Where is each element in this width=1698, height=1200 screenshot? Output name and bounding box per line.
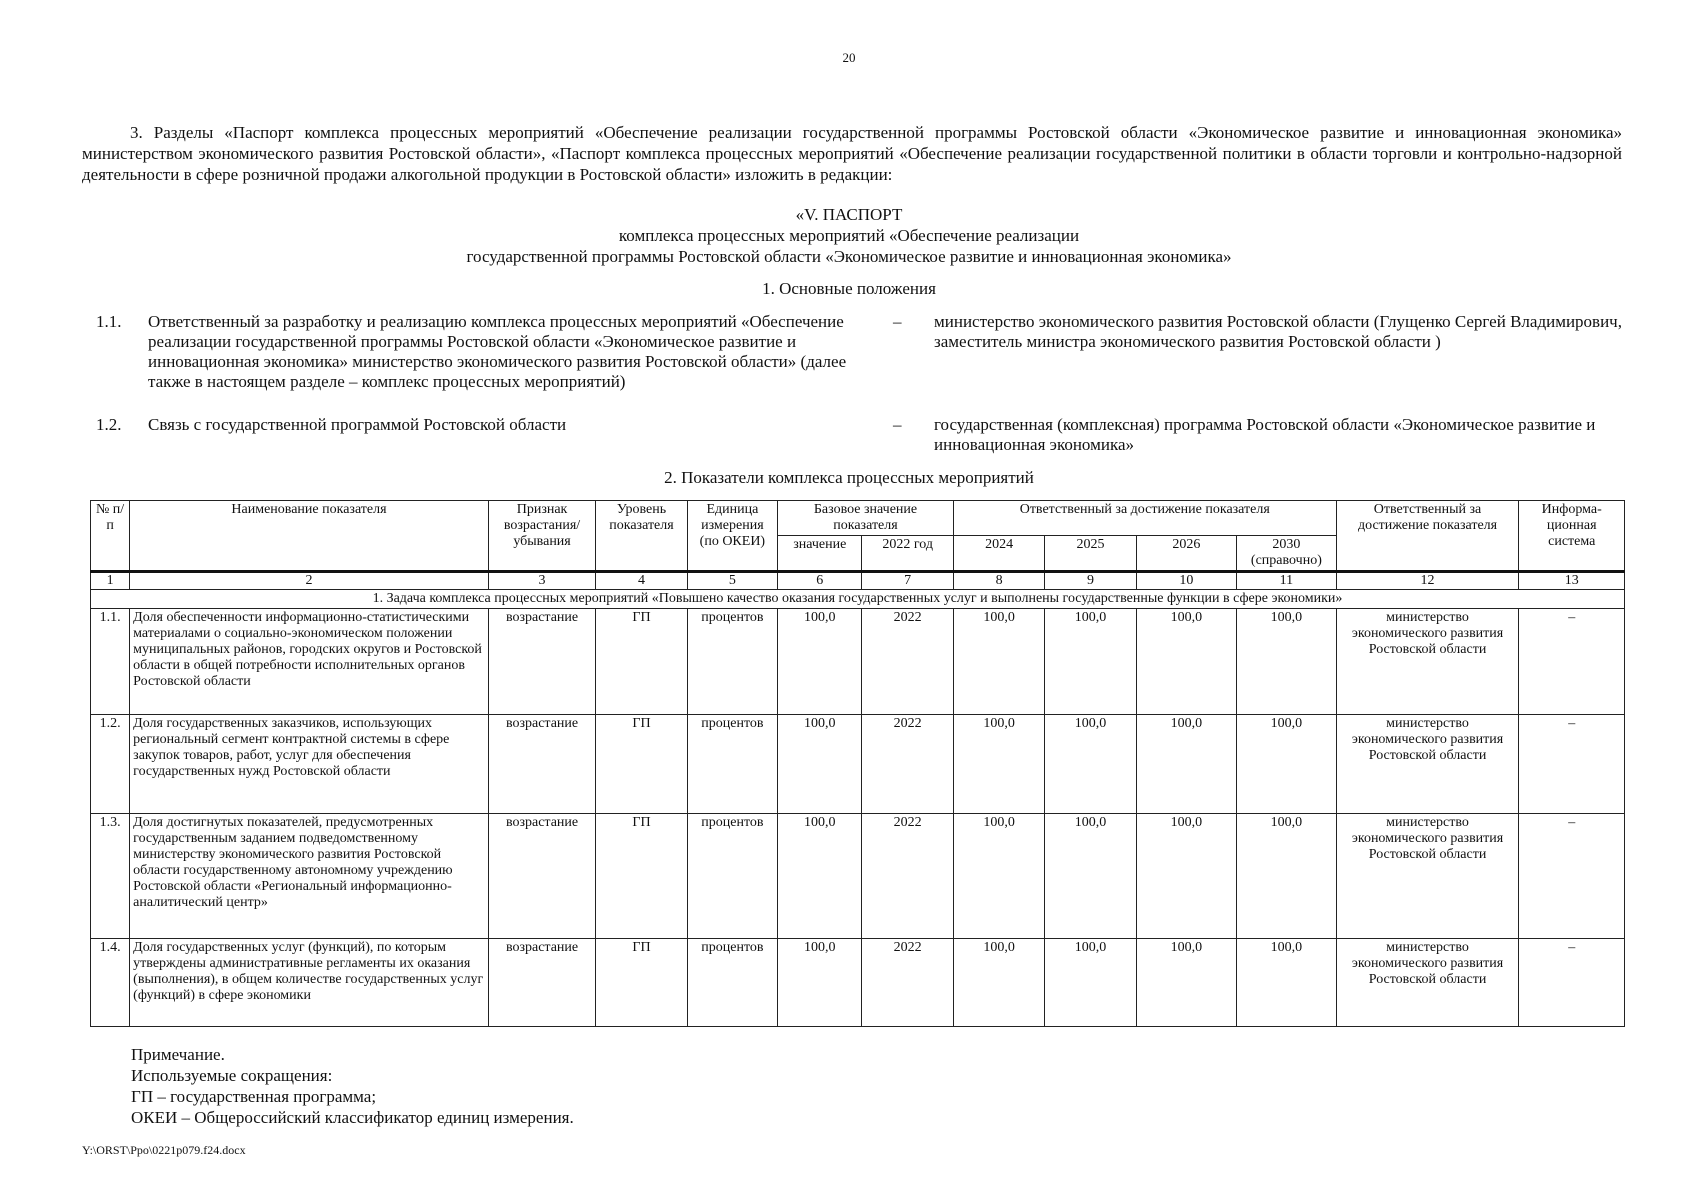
header-sign: Признак возрастания/ убывания bbox=[488, 501, 595, 572]
row-2025: 100,0 bbox=[1045, 715, 1136, 814]
row-2030: 100,0 bbox=[1237, 939, 1336, 1027]
row-2026: 100,0 bbox=[1136, 814, 1236, 939]
row-base-year: 2022 bbox=[862, 609, 953, 715]
row-info: – bbox=[1519, 939, 1625, 1027]
column-number: 2 bbox=[130, 572, 489, 590]
table-row bbox=[91, 939, 1625, 1027]
note-abbreviation-gp: ГП – государственная программа; bbox=[131, 1087, 377, 1106]
column-number: 10 bbox=[1136, 572, 1236, 590]
table-row bbox=[91, 814, 1625, 939]
task-title: 1. Задача комплекса процессных мероприятий «Повышено качество оказания государственных услуг и выполнены государственные функции в сфере экономики» bbox=[91, 590, 1625, 609]
position-number: 1.2. bbox=[96, 415, 122, 434]
row-2030: 100,0 bbox=[1237, 814, 1336, 939]
row-base-year: 2022 bbox=[862, 814, 953, 939]
task-row bbox=[91, 590, 1625, 609]
position-number: 1.1. bbox=[96, 312, 122, 331]
row-base-value: 100,0 bbox=[778, 609, 862, 715]
column-number: 7 bbox=[862, 572, 953, 590]
header-years-group: Ответственный за достижение показателя bbox=[953, 501, 1336, 536]
row-2025: 100,0 bbox=[1045, 814, 1136, 939]
row-unit: процентов bbox=[687, 609, 777, 715]
row-level: ГП bbox=[596, 939, 687, 1027]
row-2024: 100,0 bbox=[953, 609, 1044, 715]
row-sign: возрастание bbox=[488, 715, 595, 814]
row-unit: процентов bbox=[687, 715, 777, 814]
row-num: 1.4. bbox=[91, 939, 130, 1027]
column-number: 1 bbox=[91, 572, 130, 590]
row-2025: 100,0 bbox=[1045, 939, 1136, 1027]
row-level: ГП bbox=[596, 814, 687, 939]
position-value: министерство экономического развития Ростовской области (Глущенко Сергей Владимирович, заместитель министра экономического развития Ростовской области ) bbox=[934, 312, 1622, 351]
row-base-value: 100,0 bbox=[778, 939, 862, 1027]
row-2030: 100,0 bbox=[1237, 715, 1336, 814]
header-2030: 2030 (справочно) bbox=[1237, 536, 1336, 572]
row-name: Доля государственных заказчиков, использующих региональный сегмент контрактной системы в сфере закупок товаров, работ, услуг для обеспечения государственных нужд Ростовской области bbox=[130, 715, 489, 814]
row-num: 1.3. bbox=[91, 814, 130, 939]
row-responsible: министерство экономического развития Ростовской области bbox=[1336, 814, 1519, 939]
position-dash: – bbox=[893, 415, 902, 434]
row-2024: 100,0 bbox=[953, 814, 1044, 939]
passport-subtitle-2: государственной программы Ростовской области «Экономическое развитие и инновационная экономика» bbox=[466, 247, 1232, 266]
column-numbers-row bbox=[91, 572, 1625, 590]
row-unit: процентов bbox=[687, 939, 777, 1027]
notes-block bbox=[131, 1044, 574, 1128]
section2-title: 2. Показатели комплекса процессных мероприятий bbox=[664, 468, 1034, 487]
row-sign: возрастание bbox=[488, 814, 595, 939]
passport-title: «V. ПАСПОРТ bbox=[795, 205, 903, 224]
row-info: – bbox=[1519, 814, 1625, 939]
row-info: – bbox=[1519, 715, 1625, 814]
position-value: государственная (комплексная) программа Ростовской области «Экономическое развитие и инновационная экономика» bbox=[934, 415, 1596, 454]
row-level: ГП bbox=[596, 715, 687, 814]
header-level: Уровень показателя bbox=[596, 501, 687, 572]
row-level: ГП bbox=[596, 609, 687, 715]
column-number: 6 bbox=[778, 572, 862, 590]
table-row bbox=[91, 609, 1625, 715]
column-number: 8 bbox=[953, 572, 1044, 590]
position-label: Связь с государственной программой Ростовской области bbox=[148, 415, 567, 434]
row-2030: 100,0 bbox=[1237, 609, 1336, 715]
table-row bbox=[91, 715, 1625, 814]
header-row-1 bbox=[91, 501, 1625, 536]
row-num: 1.1. bbox=[91, 609, 130, 715]
header-2025: 2025 bbox=[1045, 536, 1136, 572]
position-dash: – bbox=[893, 312, 902, 331]
row-2026: 100,0 bbox=[1136, 715, 1236, 814]
row-base-value: 100,0 bbox=[778, 814, 862, 939]
note-abbreviation-okei: ОКЕИ – Общероссийский классификатор единиц измерения. bbox=[131, 1108, 574, 1127]
row-responsible: министерство экономического развития Ростовской области bbox=[1336, 939, 1519, 1027]
row-base-value: 100,0 bbox=[778, 715, 862, 814]
position-label: Ответственный за разработку и реализацию комплекса процессных мероприятий «Обеспечение реализации государственной программы Ростовской области «Экономическое развитие и инновационная экономика» министерство экономического развития Ростовской области» (далее также в настоящем разделе – комплекс процессных мероприятий) bbox=[148, 312, 847, 391]
row-sign: возрастание bbox=[488, 609, 595, 715]
row-name: Доля государственных услуг (функций), по которым утверждены административные регламенты их оказания (выполнения), в общем количестве государственных услуг (функций) в сфере экономики bbox=[130, 939, 489, 1027]
header-base-value: значение bbox=[778, 536, 862, 572]
row-2026: 100,0 bbox=[1136, 939, 1236, 1027]
row-responsible: министерство экономического развития Ростовской области bbox=[1336, 715, 1519, 814]
column-number: 13 bbox=[1519, 572, 1625, 590]
row-base-year: 2022 bbox=[862, 939, 953, 1027]
header-base-year: 2022 год bbox=[862, 536, 953, 572]
row-num: 1.2. bbox=[91, 715, 130, 814]
row-sign: возрастание bbox=[488, 939, 595, 1027]
header-responsible: Ответственный за достижение показателя bbox=[1336, 501, 1519, 572]
intro-paragraph: 3. Разделы «Паспорт комплекса процессных мероприятий «Обеспечение реализации государственной программы Ростовской области «Экономическое развитие и инновационная экономика» министерством экономического развития Ростовской области», «Паспорт комплекса процессных мероприятий «Обеспечение реализации государственной политики в области торговли и контрольно-надзорной деятельности в сфере розничной продажи алкогольной продукции в Ростовской области» изложить в редакции: bbox=[82, 123, 1622, 184]
row-2024: 100,0 bbox=[953, 715, 1044, 814]
footer-file-path: Y:\ORST\Ppo\0221p079.f24.docx bbox=[82, 1143, 246, 1157]
passport-subtitle-1: комплекса процессных мероприятий «Обеспечение реализации bbox=[618, 226, 1080, 245]
row-info: – bbox=[1519, 609, 1625, 715]
row-unit: процентов bbox=[687, 814, 777, 939]
indicators-table bbox=[90, 500, 1625, 1027]
header-name: Наименование показателя bbox=[130, 501, 489, 572]
column-number: 3 bbox=[488, 572, 595, 590]
header-info: Информа-ционная система bbox=[1519, 501, 1625, 572]
header-base: Базовое значение показателя bbox=[778, 501, 954, 536]
section1-title: 1. Основные положения bbox=[762, 279, 936, 298]
row-responsible: министерство экономического развития Ростовской области bbox=[1336, 609, 1519, 715]
row-2025: 100,0 bbox=[1045, 609, 1136, 715]
row-name: Доля обеспеченности информационно-статистическими материалами о социально-экономическом положении муниципальных районов, городских округов и Ростовской области в общей потребности исполнительных органов Ростовской области bbox=[130, 609, 489, 715]
header-2026: 2026 bbox=[1136, 536, 1236, 572]
header-2024: 2024 bbox=[953, 536, 1044, 572]
column-number: 9 bbox=[1045, 572, 1136, 590]
note-heading: Примечание. bbox=[131, 1045, 225, 1064]
column-number: 4 bbox=[596, 572, 687, 590]
note-abbreviations-heading: Используемые сокращения: bbox=[131, 1066, 333, 1085]
row-2026: 100,0 bbox=[1136, 609, 1236, 715]
row-2024: 100,0 bbox=[953, 939, 1044, 1027]
row-name: Доля достигнутых показателей, предусмотренных государственным заданием подведомственному министерству экономического развития Ростовской области государственному автономному учреждению Ростовской области «Региональный информационно-аналитический центр» bbox=[130, 814, 489, 939]
header-num: № п/п bbox=[91, 501, 130, 572]
column-number: 11 bbox=[1237, 572, 1336, 590]
column-number: 5 bbox=[687, 572, 777, 590]
page-number: 20 bbox=[842, 50, 856, 65]
row-base-year: 2022 bbox=[862, 715, 953, 814]
column-number: 12 bbox=[1336, 572, 1519, 590]
header-unit: Единица измерения (по ОКЕИ) bbox=[687, 501, 777, 572]
